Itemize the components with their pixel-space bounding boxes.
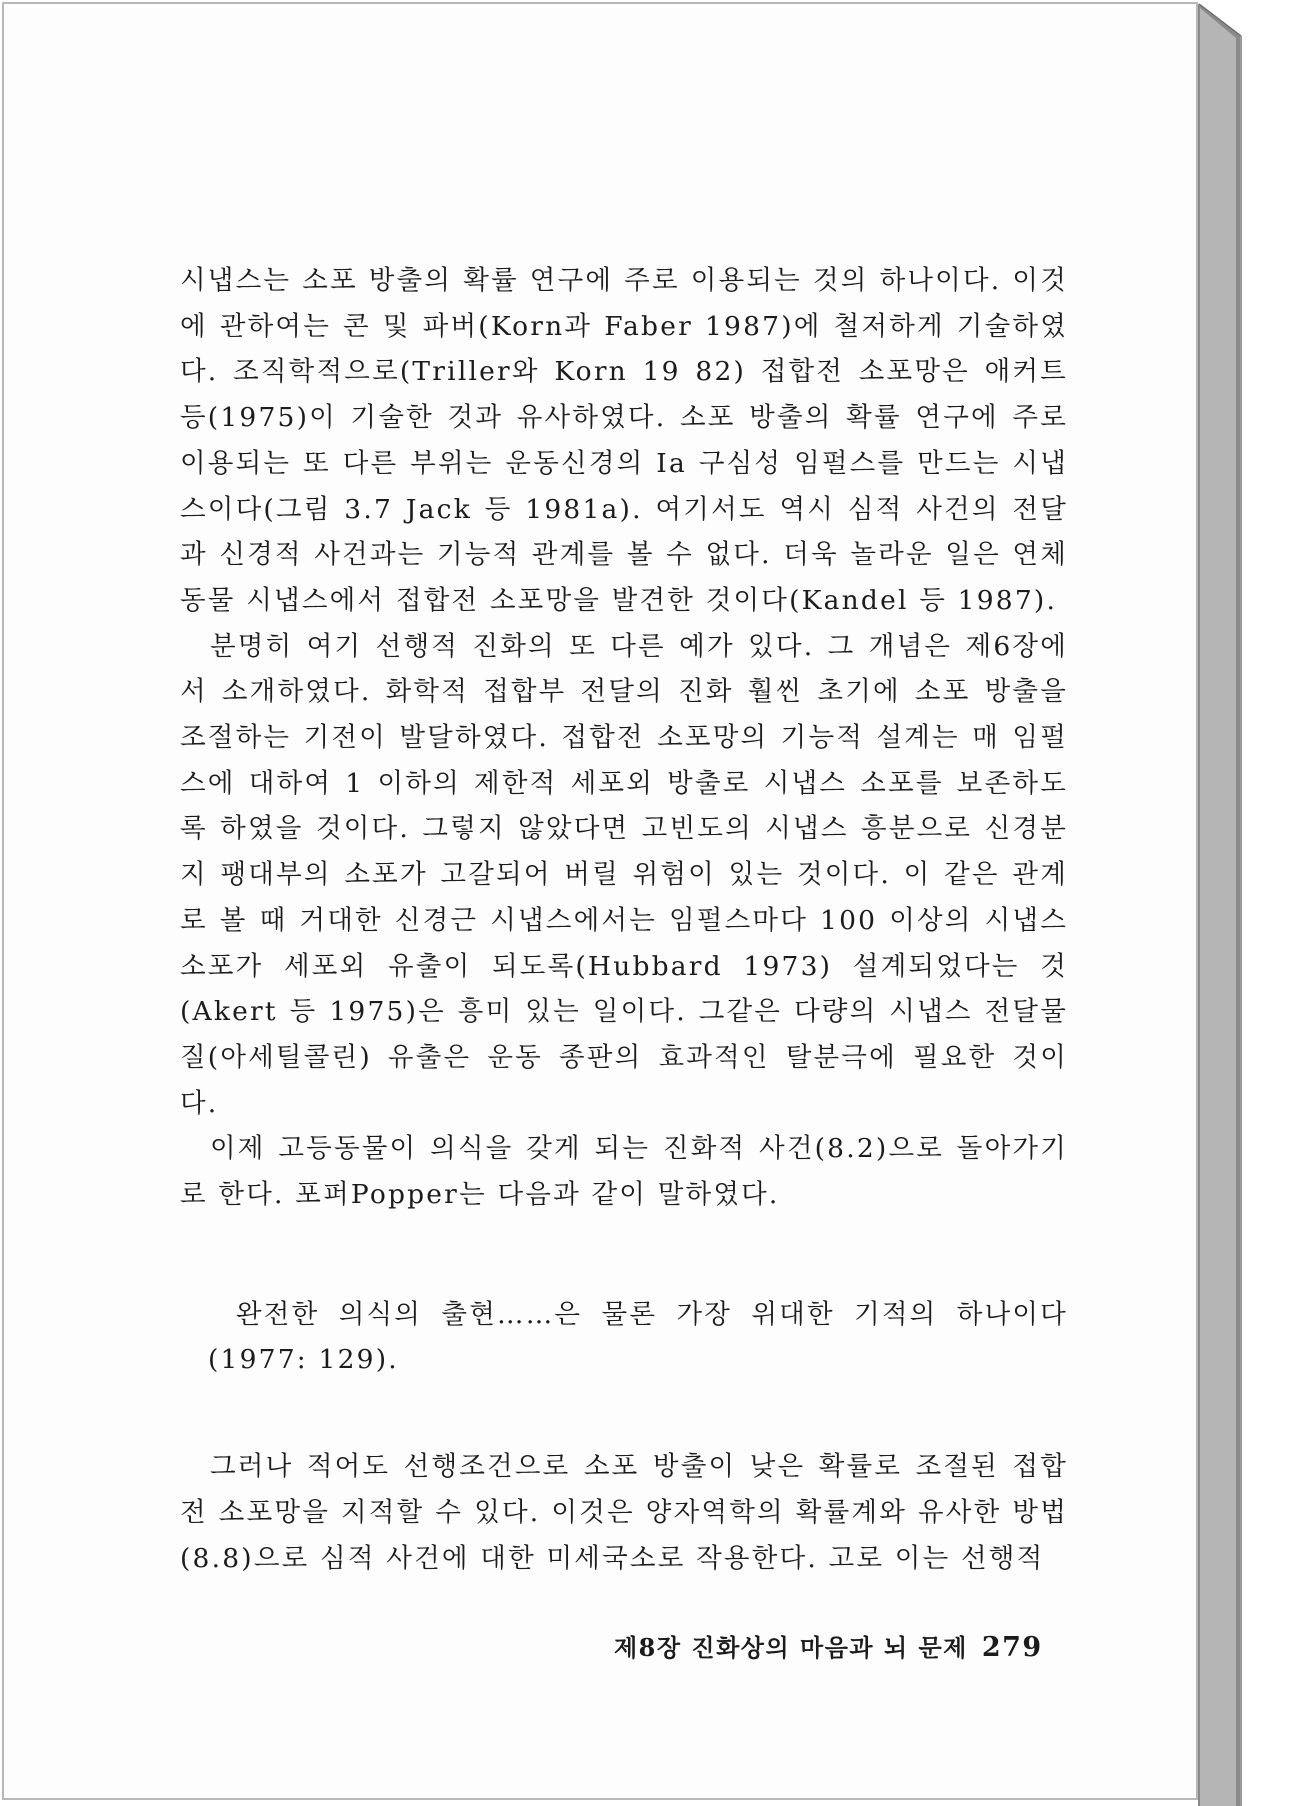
chapter-title: 제8장 진화상의 마음과 뇌 문제 <box>614 1633 968 1662</box>
running-footer <box>614 1628 1044 1663</box>
body-text <box>180 258 1068 1218</box>
paragraph-2: 분명히 여기 선행적 진화의 또 다른 예가 있다. 그 개념은 제6장에서 소개하였다. 화학적 접합부 전달의 진화 훨씬 초기에 소포 방출을 조절하는 기전이 발달하였다. 접합전 소포망의 기능적 설계는 매 임펄스에 대하여 1 이하의 제한적 세포외 방출로 시냅스 소포를 보존하도록 하였을 것이다. 그렇지 않았다면 고빈도의 시냅스 흥분으로 신경분지 팽대부의 소포가 고갈되어 버릴 위험이 있는 것이다. 이 같은 관계로 볼 때 거대한 신경근 시냅스에서는 임펄스마다 100 이상의 시냅스 소포가 세포외 유출이 되도록(Hubbard 1973) 설계되었다는 것(Akert 등 1975)은 흥미 있는 일이다. 그같은 다량의 시냅스 전달물질(아세틸콜린) 유출은 운동 종판의 효과적인 탈분극에 필요한 것이다. <box>180 630 1068 1119</box>
paragraph-3: 이제 고등동물이 의식을 갖게 되는 진화적 사건(8.2)으로 돌아가기로 한다. 포퍼Popper는 다음과 같이 말하였다. <box>180 1133 1068 1211</box>
block-quote: 완전한 의식의 출현……은 물론 가장 위대한 기적의 하나이다(1977: 129). <box>208 1299 1068 1375</box>
paragraph-4: 그러나 적어도 선행조건으로 소포 방출이 낮은 확률로 조절된 접합전 소포망을 지적할 수 있다. 이것은 양자역학의 확률계와 유사한 방법(8.8)으로 심적 사건에 대한 미세국소로 작용한다. 고로 이는 선행적 <box>180 1451 1068 1574</box>
page-number: 279 <box>981 1632 1043 1663</box>
paragraph-1: 시냅스는 소포 방출의 확률 연구에 주로 이용되는 것의 하나이다. 이것에 관하여는 콘 및 파버(Korn과 Faber 1987)에 철저하게 기술하였다. 조직학적으로(Triller와 Korn 19 82) 접합전 소포망은 애커트 등(1975)이 기술한 것과 유사하였다. 소포 방출의 확률 연구에 주로 이용되는 또 다른 부위는 운동신경의 Ia 구심성 임펄스를 만드는 시냅스이다(그림 3.7 Jack 등 1981a). 여기서도 역시 심적 사건의 전달과 신경적 사건과는 기능적 관계를 볼 수 없다. 더욱 놀라운 일은 연체동물 시냅스에서 접합전 소포망을 발견한 것이다(Kandel 등 1987). <box>180 265 1068 616</box>
